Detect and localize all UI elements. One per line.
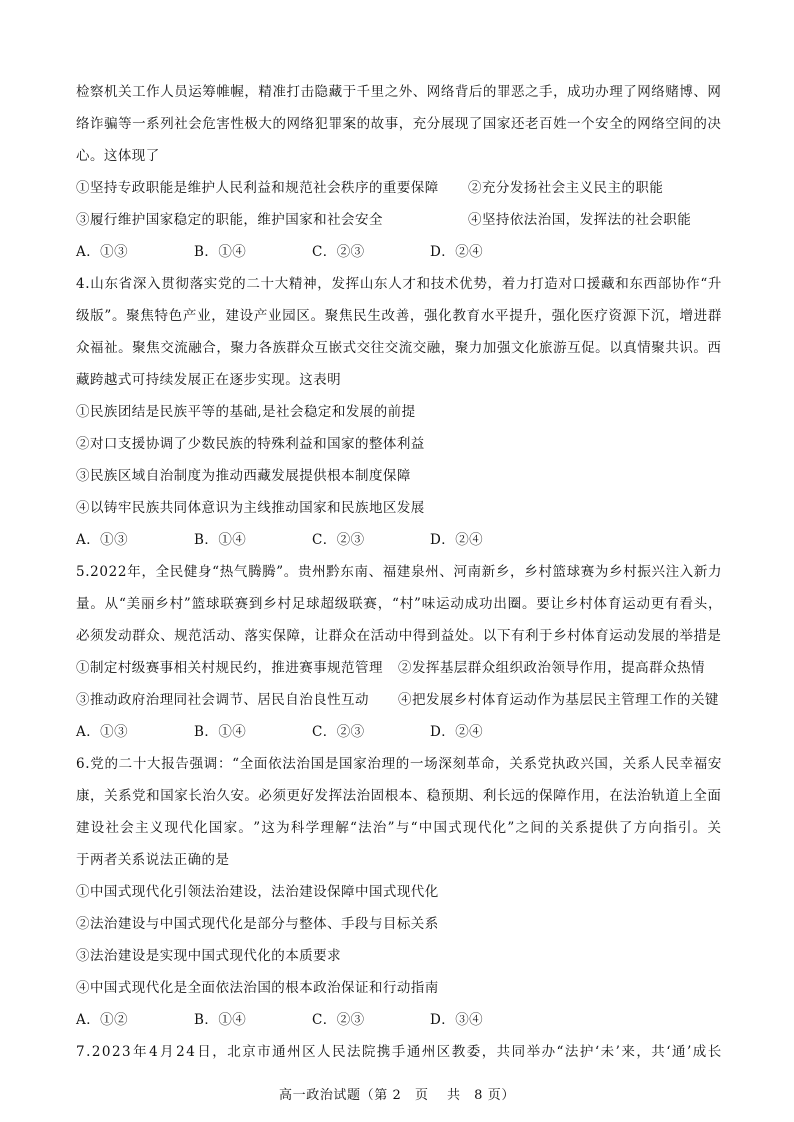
q6-stem-line-4: 于两者关系说法正确的是 xyxy=(76,852,230,868)
q3-option-b: B．①④ xyxy=(194,244,247,260)
q3-stem-line-3: 心。这体现了 xyxy=(76,148,160,164)
q5-stem-line-3: 必 须 发 动 群 众 、 规 范 活 动 、 落 实 保 障 ， 让 群 众 在 活 动 中 得 到 益 处 。 以 下 有 利 于 乡 村 体 育 运 动 发 展 的 举 措 是 xyxy=(76,628,722,644)
q3-statement-2: ②充分发扬社会主义民主的职能 xyxy=(468,180,664,196)
q4-stem-line-1: 4 . 山 东 省 深 入 贯 彻 落 实 党 的 二 十 大 精 神 ， 发 挥 山 东 人 才 和 技 术 优 势 ， 着 力 打 造 对 口 援 藏 和 东 西 部 协 作 “ 升 xyxy=(76,276,722,292)
q5-statement-1: ①制定村级赛事相关村规民约，推进赛事规范管理 xyxy=(76,660,383,676)
q3-statement-row-2 xyxy=(76,210,691,230)
q6-option-d: D．③④ xyxy=(430,1012,484,1028)
q4-option-c: C．②③ xyxy=(312,532,365,548)
q5-option-b: B．①④ xyxy=(194,724,247,740)
q3-statement-4: ④坚持依法治国，发挥法的社会职能 xyxy=(468,212,692,228)
q6-statement-2: ②法治建设与中国式现代化是部分与整体、手段与目标关系 xyxy=(76,916,439,932)
q4-option-a: A．①③ xyxy=(76,532,129,548)
q4-stem-line-4: 藏跨越式可持续发展正在逐步实现。这表明 xyxy=(76,372,342,388)
q5-stem-line-2: 量 。 从 “ 美 丽 乡 村 ” 篮 球 联 赛 到 乡 村 足 球 超 级 联 赛 ， “ 村 ” 味 运 动 成 功 出 圈 。 要 让 乡 村 体 育 运 动 更 有 看 头 ， xyxy=(76,596,722,612)
q6-statement-4: ④中国式现代化是全面依法治国的根本政治保证和行动指南 xyxy=(76,980,439,996)
q6-statement-3: ③法治建设是实现中国式现代化的本质要求 xyxy=(76,948,342,964)
q5-options xyxy=(76,722,548,742)
q5-stem-line-1: 5 . 2 0 2 2 年 ， 全 民 健 身 “ 热 气 腾 腾 ” 。 贵 州 黔 东 南 、 福 建 泉 州 、 河 南 新 乡 ， 乡 村 篮 球 赛 为 乡 村 振 兴 注 入 新 力 xyxy=(76,564,722,580)
q3-option-c: C．②③ xyxy=(312,244,365,260)
q6-statement-1: ①中国式现代化引领法治建设，法治建设保障中国式现代化 xyxy=(76,884,439,900)
q5-statement-2: ②发挥基层群众组织政治领导作用，提高群众热情 xyxy=(398,660,705,676)
q5-statement-row-1 xyxy=(76,658,705,678)
q4-stem-line-2: 级 版 ” 。 聚 焦 特 色 产 业 ， 建 设 产 业 园 区 。 聚 焦 民 生 改 善 ， 强 化 教 育 水 平 提 升 ， 强 化 医 疗 资 源 下 沉 ， 增 进 群 xyxy=(76,308,722,324)
q3-statement-row-1 xyxy=(76,178,663,198)
q5-statement-4: ④把发展乡村体育运动作为基层民主管理工作的关键 xyxy=(398,692,719,708)
q5-statement-3: ③推动政府治理同社会调节、居民自治良性互动 xyxy=(76,692,369,708)
q4-statement-4: ④以铸牢民族共同体意识为主线推动国家和民族地区发展 xyxy=(76,500,425,516)
q4-statement-2: ②对口支援协调了少数民族的特殊利益和国家的整体利益 xyxy=(76,436,425,452)
q3-option-a: A．①③ xyxy=(76,244,129,260)
q6-stem-line-1: 6 . 党 的 二 十 大 报 告 强 调 ： “ 全 面 依 法 治 国 是 国 家 治 理 的 一 场 深 刻 革 命 ， 关 系 党 执 政 兴 国 ， 关 系 人 民 幸 福 安 xyxy=(76,756,722,772)
q4-stem-line-3: 众 福 祉 。 聚 焦 交 流 融 合 ， 聚 力 各 族 群 众 互 嵌 式 交 往 交 流 交 融 ， 聚 力 加 强 文 化 旅 游 互 促 。 以 真 情 聚 共 识 。 西 xyxy=(76,340,722,356)
q3-option-d: D．②④ xyxy=(430,244,484,260)
q4-option-b: B．①④ xyxy=(194,532,247,548)
q3-stem-line-1: 检 察 机 关 工 作 人 员 运 筹 帷 幄 ， 精 准 打 击 隐 藏 于 千 里 之 外 、 网 络 背 后 的 罪 恶 之 手 ， 成 功 办 理 了 网 络 赌 博 、 网 xyxy=(76,84,722,100)
q3-statement-1: ①坚持专政职能是维护人民利益和规范社会秩序的重要保障 xyxy=(76,180,439,196)
q4-option-d: D．②④ xyxy=(430,532,484,548)
q6-option-a: A．①② xyxy=(76,1012,129,1028)
q5-option-d: D．②④ xyxy=(430,724,484,740)
q4-statement-3: ③民族区域自治制度为推动西藏发展提供根本制度保障 xyxy=(76,468,411,484)
q3-stem-line-2: 络 诈 骗 等 一 系 列 社 会 危 害 性 极 大 的 网 络 犯 罪 案 的 故 事 ， 充 分 展 现 了 国 家 还 老 百 姓 一 个 安 全 的 网 络 空 间 的 决 xyxy=(76,116,722,132)
q5-option-a: A．①③ xyxy=(76,724,129,740)
q5-statement-row-2 xyxy=(76,690,719,710)
q6-options xyxy=(76,1010,548,1030)
q4-statement-1: ①民族团结是民族平等的基础,是社会稳定和发展的前提 xyxy=(76,404,416,420)
q5-option-c: C．②③ xyxy=(312,724,365,740)
q6-stem-line-3: 建 设 社 会 主 义 现 代 化 国 家 。 ” 这 为 科 学 理 解 “ 法 治 ” 与 “ 中 国 式 现 代 化 ” 之 间 的 关 系 提 供 了 方 向 指 引 。 关 xyxy=(76,820,722,836)
q6-option-b: B．①④ xyxy=(194,1012,247,1028)
q6-stem-line-2: 康 ， 关 系 党 和 国 家 长 治 久 安 。 必 须 更 好 发 挥 法 治 固 根 本 、 稳 预 期 、 利 长 远 的 保 障 作 用 ， 在 法 治 轨 道 上 全 面 xyxy=(76,788,722,804)
q3-options xyxy=(76,242,548,262)
q3-statement-3: ③履行维护国家稳定的职能，维护国家和社会安全 xyxy=(76,212,383,228)
q7-stem-line-1: 7 . 2 0 2 3 年 4 月 2 4 日 ， 北 京 市 通 州 区 人 民 法 院 携 手 通 州 区 教 委 ， 共 同 举 办 “ 法 护 ‘ 未 ’ 来 ， 共 ‘ 通 ’ 成 长 xyxy=(76,1044,722,1060)
q6-option-c: C．②③ xyxy=(312,1012,365,1028)
q4-options xyxy=(76,530,548,550)
page-footer: 高一政治试题（第 2 页 共 8 页） xyxy=(279,1088,515,1103)
